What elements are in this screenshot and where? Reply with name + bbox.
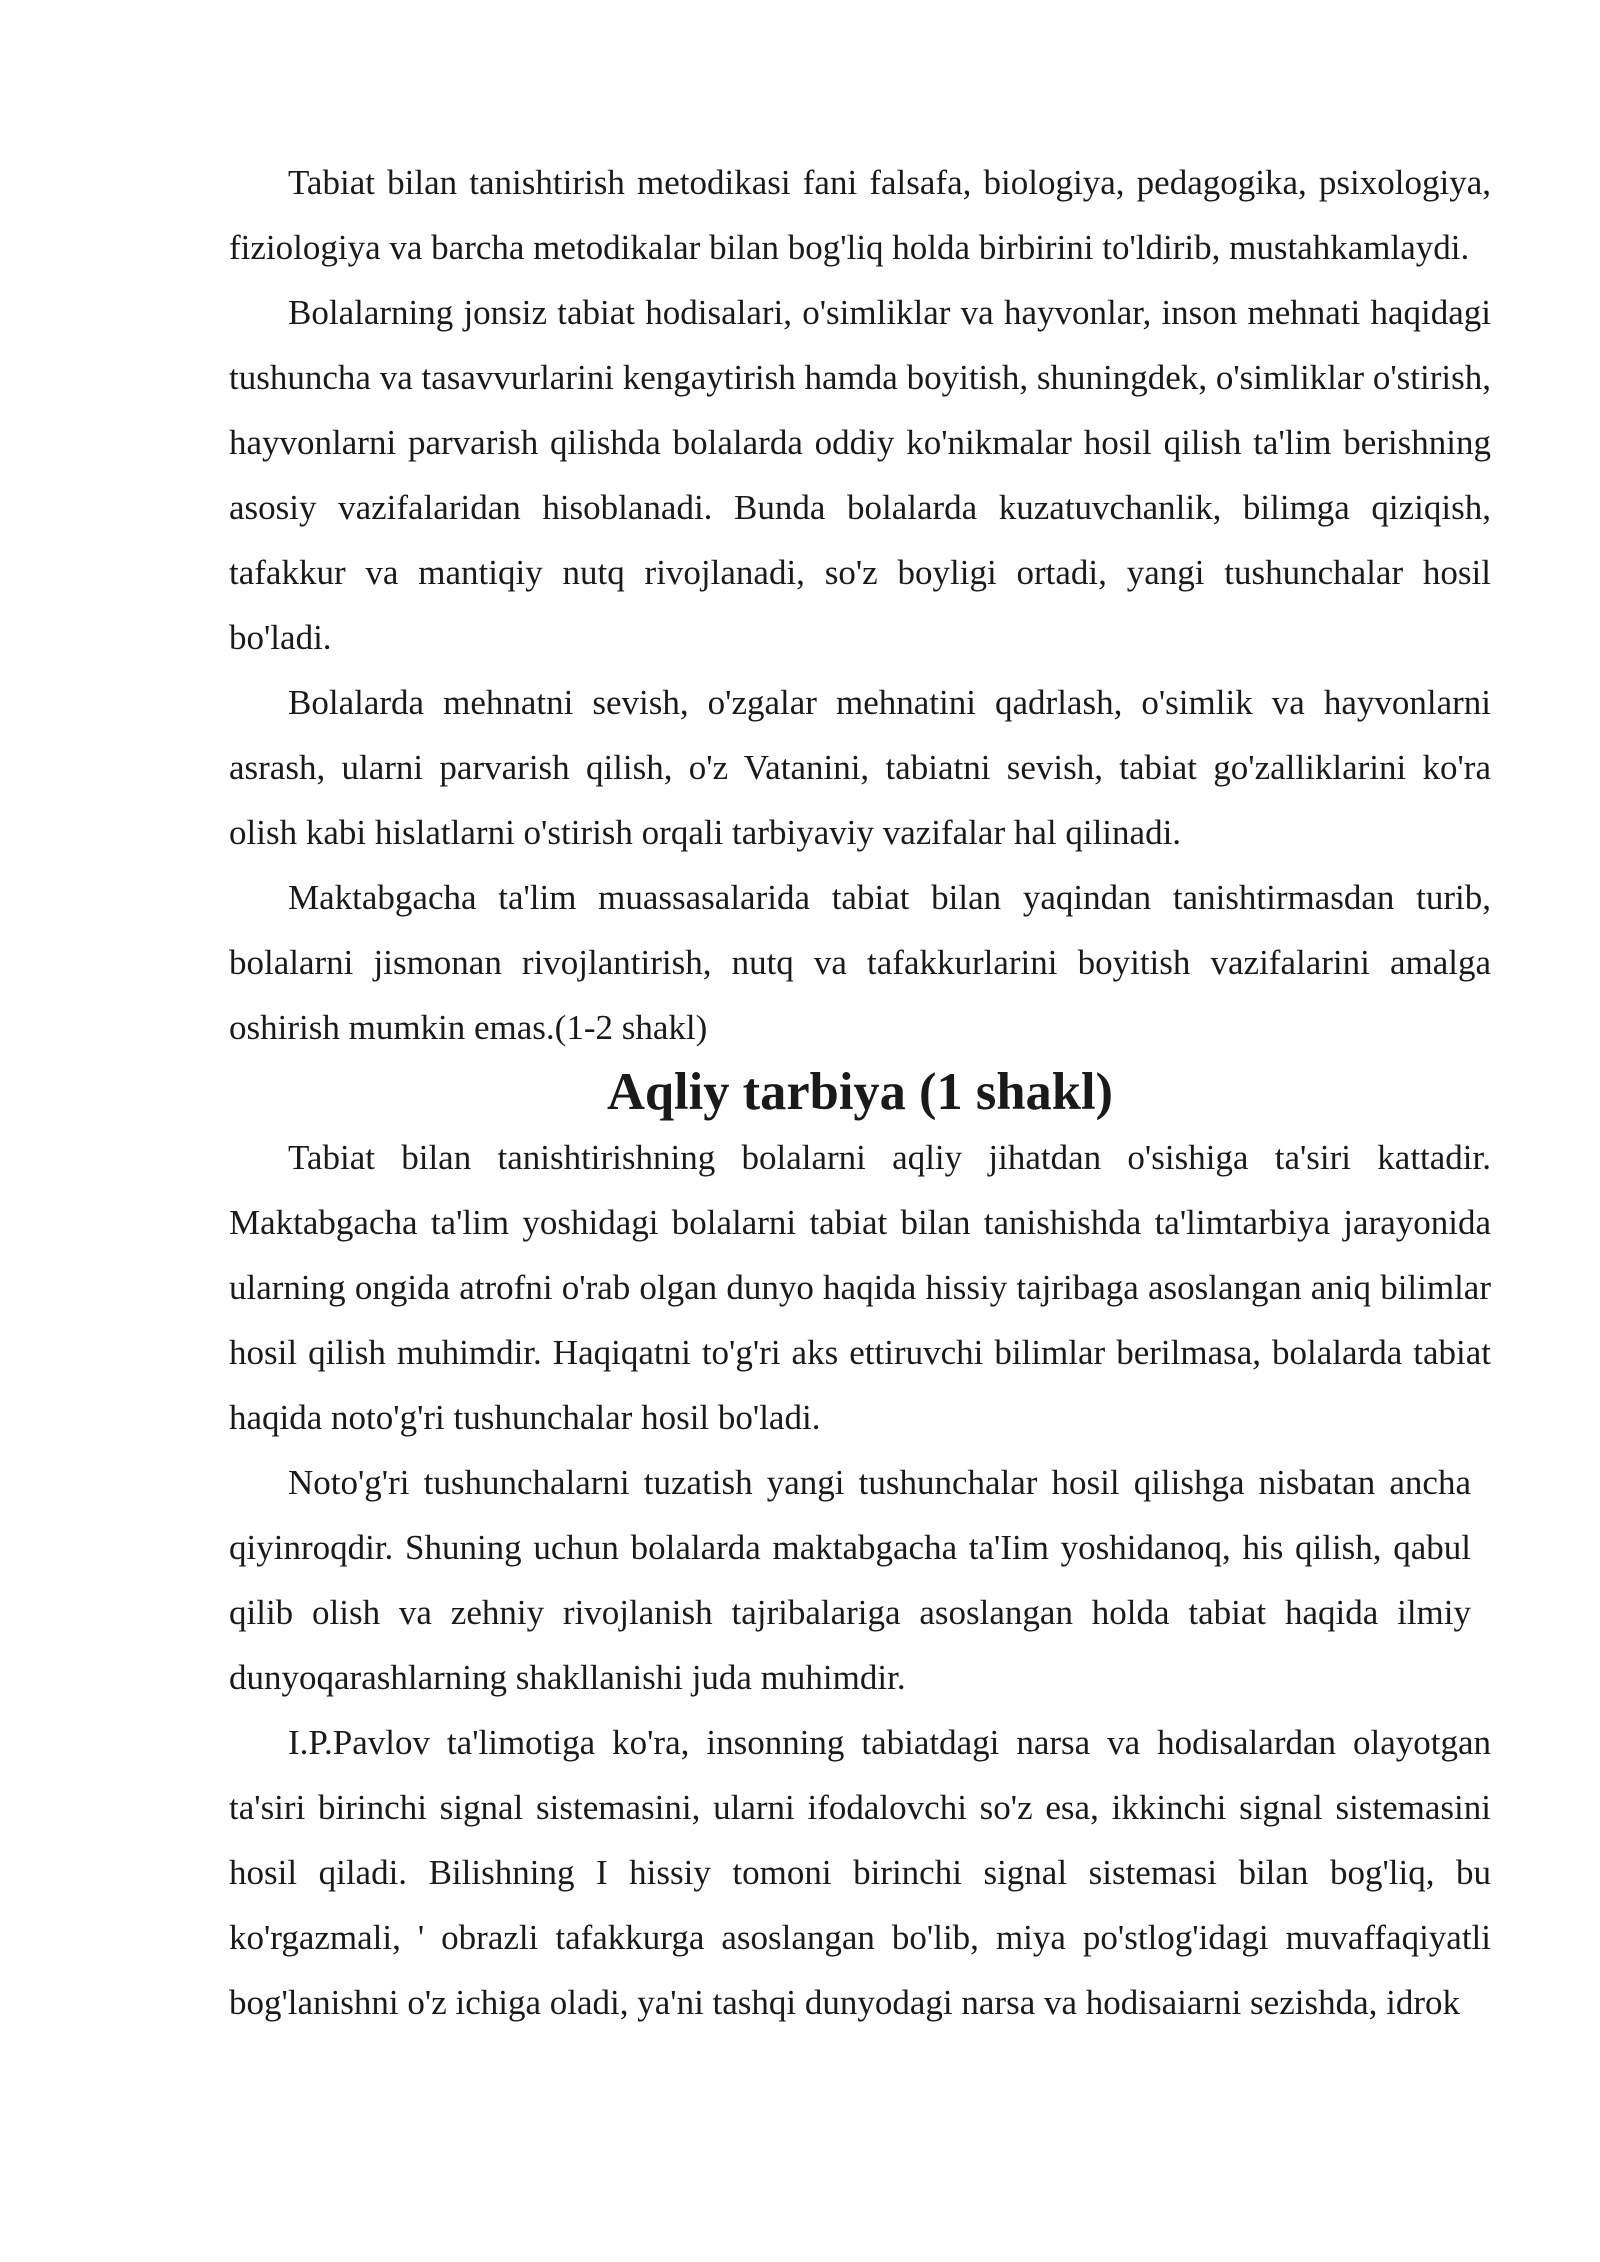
section-heading: Aqliy tarbiya (1 shakl) [606,1063,1114,1121]
paragraph: I.P.Pavlov ta'limotiga ko'ra, insonning tabiatdagi narsa va hodisalardan olayotgan ta'siri birinchi signal sistemasini, ularni ifodalovchi so'z esa, ikkinchi signal sistemasini hosil qiladi. Bilishning I hissiy tomoni birinchi signal sistemasi bilan bog'liq, bu ko'rgazmali, ' obrazli tafakkurga asoslangan bo'lib, miya po'stlog'idagi muvaffaqiyatli bog'lanishni o'z ichiga oladi, ya'ni tashqi dunyodagi narsa va hodisaiarni sezishda, idrok [229,1723,1491,2022]
document-page [229,150,1491,2035]
paragraph: Bolalarda mehnatni sevish, o'zgalar mehnatini qadrlash, o'simlik va hayvonlarni asrash, ularni parvarish qilish, o'z Vatanini, tabiatni sevish, tabiat go'zalliklarini ko'ra olish kabi hislatlarni o'stirish orqali tarbiyaviy vazifalar hal qilinadi. [229,683,1491,852]
paragraph: Noto'g'ri tushunchalarni tuzatish yangi tushunchalar hosil qilishga nisbatan ancha qiyinroqdir. Shuning uchun bolalarda maktabgacha ta'Iim yoshidanoq, his qilish, qabul qilib olish va zehniy rivojlanish tajribalariga asoslangan holda tabiat haqida ilmiy dunyoqarashlarning shakllanishi juda muhimdir. [229,1463,1471,1697]
paragraph: Tabiat bilan tanishtirish metodikasi fani falsafa, biologiya, pedagogika, psixologiya, fiziologiya va barcha metodikalar bilan bog'liq holda birbirini to'ldirib, mustahkamlaydi. [229,163,1491,267]
paragraph: Maktabgacha ta'lim muassasalarida tabiat bilan yaqindan tanishtirmasdan turib, bolalarni jismonan rivojlantirish, nutq va tafakkurlarini boyitish vazifalarini amalga oshirish mumkin emas.(1-2 shakl) [229,878,1491,1047]
paragraph: Tabiat bilan tanishtirishning bolalarni aqliy jihatdan o'sishiga ta'siri kattadir. Maktabgacha ta'lim yoshidagi bolalarni tabiat bilan tanishishda ta'limtarbiya jarayonida ularning ongida atrofni o'rab olgan dunyo haqida hissiy tajribaga asoslangan aniq bilimlar hosil qilish muhimdir. Haqiqatni to'g'ri aks ettiruvchi bilimlar berilmasa, bolalarda tabiat haqida noto'g'ri tushunchalar hosil bo'ladi. [229,1138,1491,1437]
paragraph: Bolalarning jonsiz tabiat hodisalari, o'simliklar va hayvonlar, inson mehnati haqidagi tushuncha va tasavvurlarini kengaytirish hamda boyitish, shuningdek, o'simliklar o'stirish, hayvonlarni parvarish qilishda bolalarda oddiy ko'nikmalar hosil qilish ta'lim berishning asosiy vazifalaridan hisoblanadi. Bunda bolalarda kuzatuvchanlik, bilimga qiziqish, tafakkur va mantiqiy nutq rivojlanadi, so'z boyligi ortadi, yangi tushunchalar hosil bo'ladi. [229,293,1491,657]
